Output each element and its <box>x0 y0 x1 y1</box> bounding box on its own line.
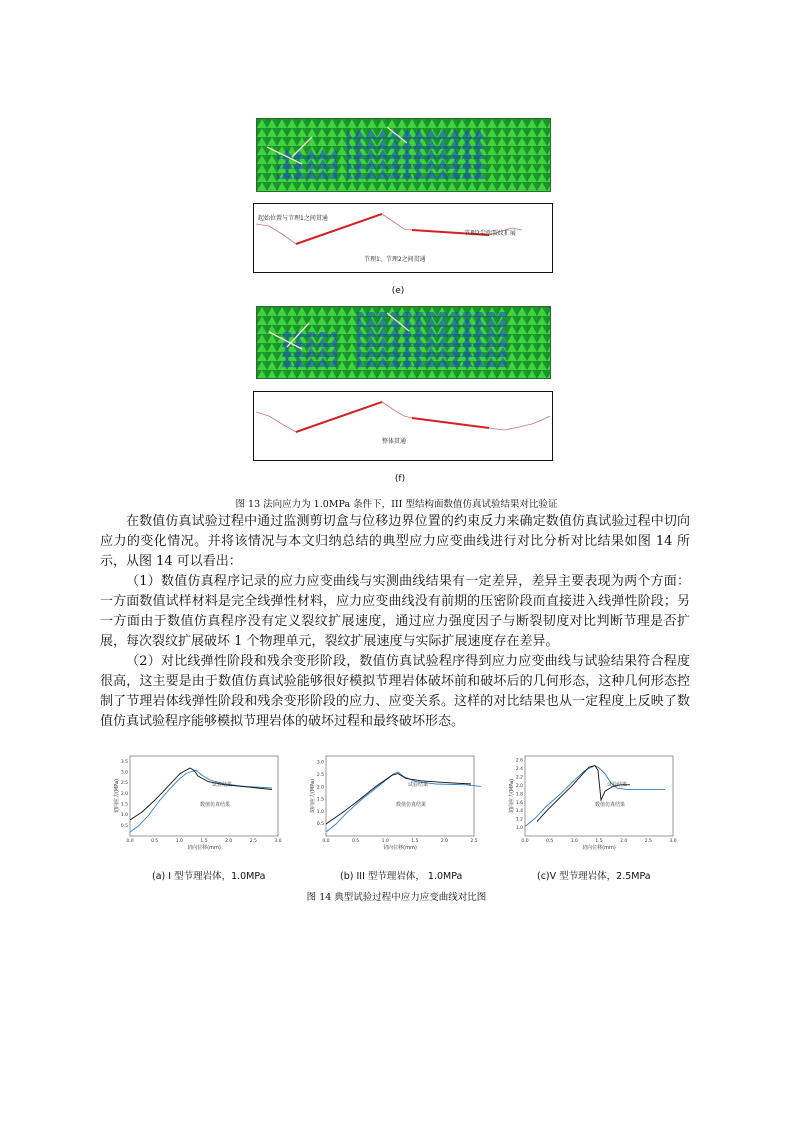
figure13-caption: 图 13 法向应力为 1.0MPa 条件下，III 型结构面数值仿真试验结果对比验证 <box>235 499 558 510</box>
mesh-pattern-f <box>257 307 550 378</box>
x-tick-label: 3.0 <box>274 839 282 844</box>
plot-frame <box>326 756 474 836</box>
y-tick-label: 1.5 <box>316 797 324 803</box>
x-tick-label: 2.0 <box>225 839 233 844</box>
x-tick-label: 0.5 <box>546 839 554 844</box>
x-tick-label: 3.0 <box>669 839 677 844</box>
y-tick-label: 2.0 <box>120 791 128 797</box>
x-tick-label: 0.0 <box>322 839 330 844</box>
x-tick-label: 0.0 <box>521 839 529 844</box>
mesh-pattern-e <box>257 119 550 191</box>
legend-test: 试验结果 <box>607 782 628 788</box>
y-tick-label: 1.0 <box>316 809 324 815</box>
x-tick-label: 2.5 <box>249 839 257 844</box>
y-axis-label: 切向应力(MPa) <box>114 778 120 814</box>
y-tick-label: 2.6 <box>515 758 523 764</box>
y-tick-label: 3.0 <box>120 770 128 776</box>
annotation-e-3: 节理2尖端裂纹扩展 <box>464 230 516 237</box>
body-text <box>100 512 690 732</box>
x-axis-label: 切向位移(mm) <box>582 845 616 851</box>
x-tick-label: 2.5 <box>470 839 478 844</box>
x-tick-label: 0.5 <box>352 839 360 844</box>
x-axis-label: 切向位移(mm) <box>187 845 221 851</box>
x-tick-label: 1.5 <box>200 839 208 844</box>
legend-sim: 数值仿真结果 <box>595 802 626 808</box>
legend-test: 试验结果 <box>212 782 233 788</box>
y-axis-label: 切向应力(MPa) <box>509 778 515 814</box>
y-tick-label: 3.0 <box>316 760 324 766</box>
chart-a-caption: (a) I 型节理岩体，1.0MPa <box>152 871 266 882</box>
chart-c-caption: (c)V 型节理岩体，2.5MPa <box>537 871 651 882</box>
y-tick-label: 2.0 <box>515 783 523 789</box>
x-tick-label: 1.5 <box>411 839 419 844</box>
crack-path-f <box>254 392 552 460</box>
x-tick-label: 2.0 <box>620 839 628 844</box>
y-tick-label: 0.5 <box>120 823 128 829</box>
x-axis-label: 切向位移(mm) <box>383 845 417 851</box>
series-sim-line <box>326 774 471 824</box>
legend-sim: 数值仿真结果 <box>200 802 231 808</box>
series-test-line <box>525 766 665 827</box>
paragraph-1: 在数值仿真试验过程中通过监测剪切盒与位移边界位置的约束反力来确定数值仿真试验过程中切向应力的变化情况。并将该情况与本文归纳总结的典型应力应变曲线进行对比分析对比结果如图 14 所示，从图 14 可以看出： <box>100 514 690 569</box>
x-tick-label: 2.5 <box>644 839 652 844</box>
x-tick-label: 1.0 <box>175 839 183 844</box>
panel-e-label: (e) <box>391 286 405 296</box>
chart-c <box>507 748 687 856</box>
crack-trace-f <box>253 391 553 461</box>
x-tick-label: 0.0 <box>126 839 134 844</box>
y-tick-label: 2.4 <box>515 767 523 773</box>
y-tick-label: 2.5 <box>316 772 324 778</box>
x-tick-label: 1.0 <box>381 839 389 844</box>
y-tick-label: 1.5 <box>120 802 128 808</box>
mesh-image-e <box>256 118 551 192</box>
paragraph-3: （2）对比线弹性阶段和残余变形阶段，数值仿真试验程序得到应力应变曲线与试验结果符合程度很高，这主要是由于数值仿真试验能够很好模拟节理岩体破坏前和破坏后的几何形态，这种几何形态控制了节理岩体线弹性阶段和残余变形阶段的应力、应变关系。这样的对比结果也从一定程度上反映了数值仿真试验程序能够模拟节理岩体的破坏过程和最终破坏形态。 <box>100 654 690 729</box>
annotation-f-1: 整体贯通 <box>382 438 407 445</box>
y-tick-label: 1.0 <box>515 826 523 832</box>
plot-frame <box>130 756 278 836</box>
series-sim-line <box>537 766 630 822</box>
chart-b <box>308 748 498 856</box>
chart-a <box>112 748 292 856</box>
x-tick-label: 1.5 <box>595 839 603 844</box>
mesh-image-f <box>256 306 551 379</box>
paragraph-2: （1）数值仿真程序记录的应力应变曲线与实测曲线结果有一定差异，差异主要表现为两个方面：一方面数值试样材料是完全线弹性材料，应力应变曲线没有前期的压密阶段而直接进入线弹性阶段；另一方面由于数值仿真程序没有定义裂纹扩展速度，通过应力强度因子与断裂韧度对比判断节理是否扩展，每次裂纹扩展破坏 1 个物理单元，裂纹扩展速度与实际扩展速度存在差异。 <box>100 574 690 649</box>
crack-trace-e <box>253 203 553 273</box>
y-tick-label: 2.0 <box>316 785 324 791</box>
y-tick-label: 2.2 <box>515 775 523 781</box>
y-tick-label: 3.5 <box>120 759 128 765</box>
annotation-e-1: 起始位置与节理1之间贯通 <box>258 215 328 222</box>
x-tick-label: 1.0 <box>570 839 578 844</box>
chart-b-caption: (b) III 型节理岩体， 1.0MPa <box>340 871 463 882</box>
panel-f-label: (f) <box>394 474 406 484</box>
legend-test: 试验结果 <box>408 782 429 788</box>
x-tick-label: 0.5 <box>151 839 159 844</box>
y-tick-label: 1.6 <box>515 800 523 806</box>
annotation-e-2: 节理1、节理2之间贯通 <box>364 256 426 263</box>
y-tick-label: 1.8 <box>515 792 523 798</box>
legend-sim: 数值仿真结果 <box>396 802 427 808</box>
y-tick-label: 1.0 <box>120 813 128 819</box>
y-tick-label: 2.5 <box>120 781 128 787</box>
y-tick-label: 1.4 <box>515 809 523 815</box>
y-axis-label: 切向应力(MPa) <box>310 778 316 814</box>
y-tick-label: 1.2 <box>515 817 523 823</box>
x-tick-label: 2.0 <box>440 839 448 844</box>
figure14-caption: 图 14 典型试验过程中应力应变曲线对比图 <box>306 892 487 903</box>
y-tick-label: 0.5 <box>316 822 324 828</box>
